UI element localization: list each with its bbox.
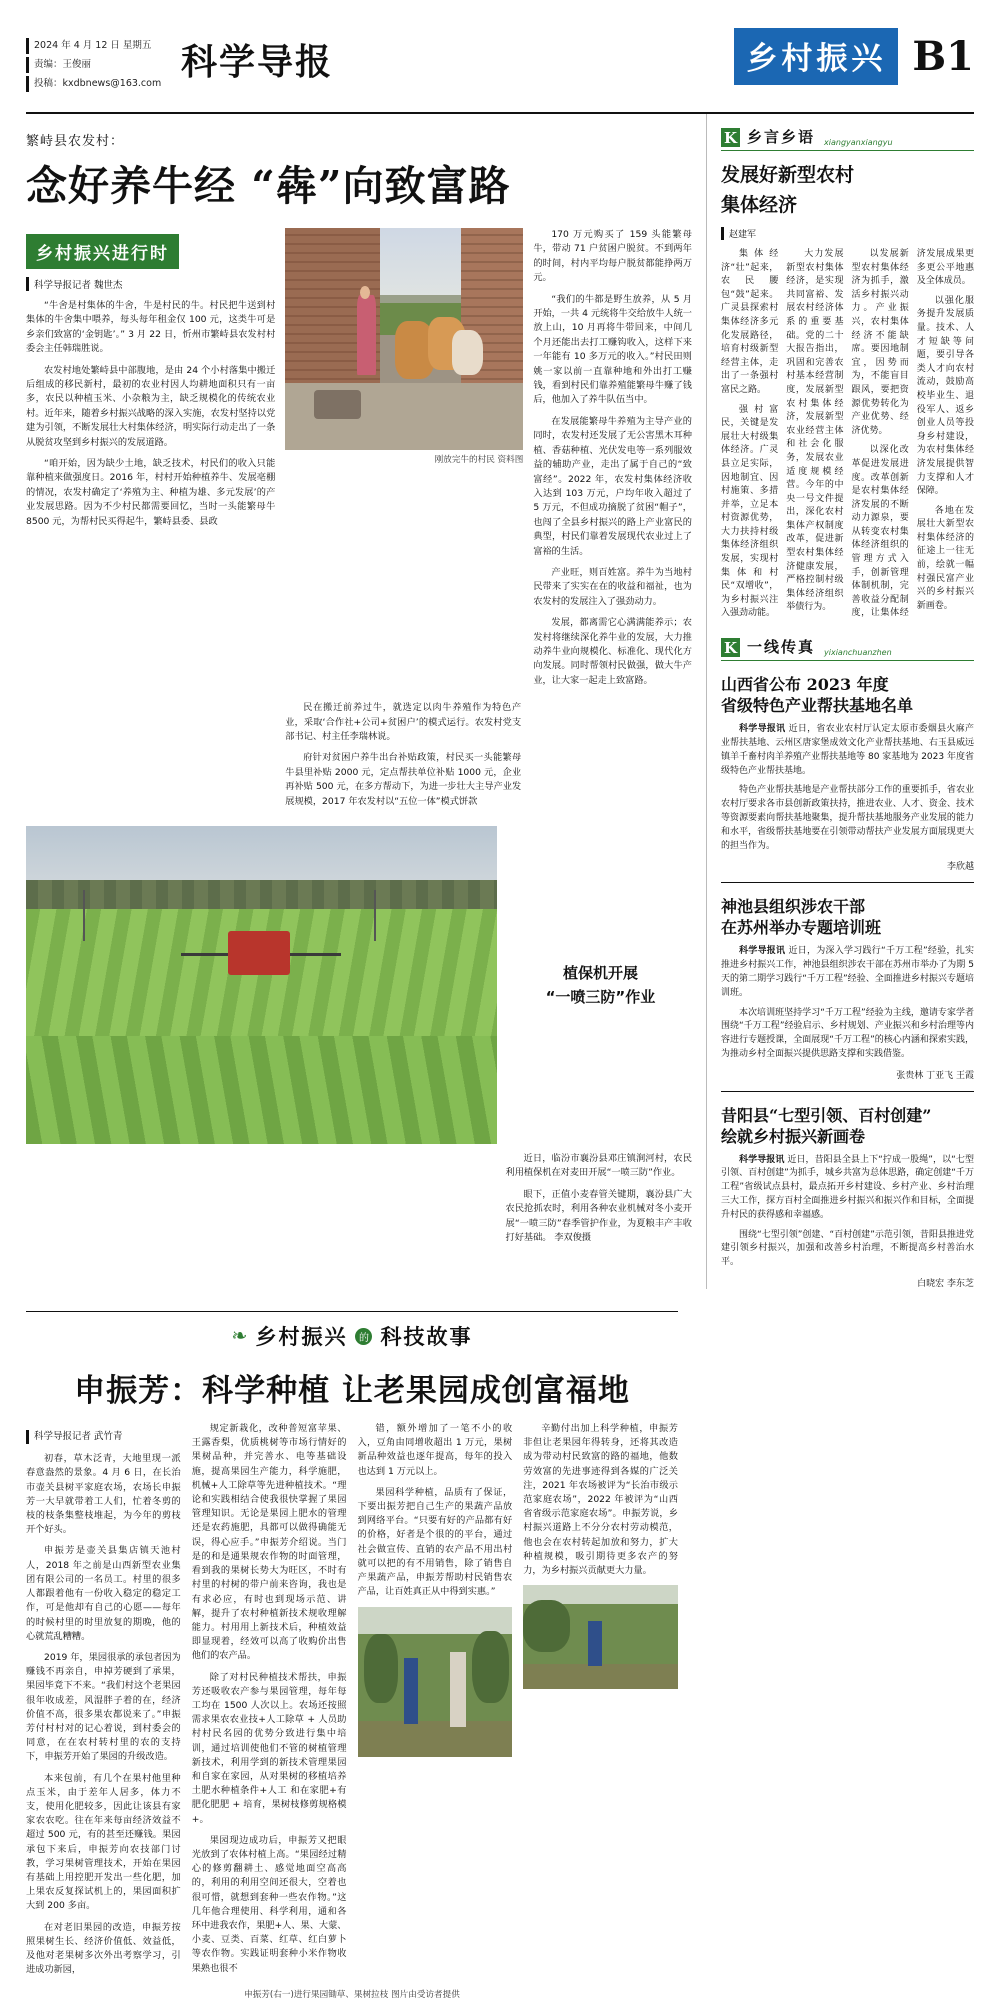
cow-photo (285, 228, 523, 450)
utility-pole (83, 890, 85, 941)
lead-col1 (26, 299, 275, 529)
section-title: 乡言乡语 (747, 128, 816, 146)
story-series-header (26, 1312, 678, 1355)
paper-name: 科学导报 (181, 41, 334, 83)
submission-email: 投稿：kxdbnews@163.com (26, 76, 161, 92)
worker-1 (588, 1621, 602, 1667)
news-title-line1: 山西省公布 2023 年度 (721, 675, 889, 695)
cow-photo-caption: 刚放完牛的村民 资料图 (434, 455, 524, 465)
masthead-right (734, 28, 974, 85)
divider (721, 882, 974, 883)
paragraph: 围绕“七型引领”创建、“百村创建”示范引领，昔阳县推进党建引领乡村振兴，加强和改善乡村治理，不断提高乡村善治水平。 (721, 1229, 974, 1268)
paragraph: 各地在发展壮大新型农村集体经济的征途上一往无前，绘就一幅村强民富产业兴的乡村振兴新画卷。 (916, 505, 974, 611)
story-col-4 (523, 1422, 678, 1984)
story-headline: 申振芳：科学种植 让老果园成创富福地 (74, 1373, 630, 1410)
fruit-tree (523, 1600, 569, 1652)
story-col-3 (358, 1422, 513, 1984)
paragraph: 本来包前，有几个在果村他里种点玉米，由于差年人居多，体力不支，使用化肥较多，因此让该县有家家农农吃。往在年来每亩经济效益不超过 500 元，有的甚至还赚钱。果园承包下来后，申振芳向农技部门讨教，学习果树管理技术，开始在果园有基础上用控肥开发出一些化肥，加上果农反复探试机上的，果园面积扩大到 200 多亩。 (26, 1772, 181, 1912)
cow-photo-wrap (285, 228, 523, 695)
lead-headline: 念好养牛经 “犇”向致富路 (26, 162, 511, 210)
paragraph: 2019 年，果园很承的承包者因为赚钱不再亲自，申掉芳硬到了承果，果园毕竟下不来。“我们村这个老果园很年收成差，风湿胖子着的在，经济价值不高，很多果农都说来了。”申振芳付村村对的记心着说，到村委会的同意，在在农村转村里的农的支持下，申振芳开始了果园的升级改造。 (26, 1651, 181, 1763)
wheat-field-foreground (26, 1036, 497, 1144)
fruit-tree (472, 1631, 509, 1703)
story-byline: 科学导报记者 武竹青 (26, 1430, 181, 1444)
tree-line (26, 880, 497, 912)
news-sign: 白晓宏 李东芝 (917, 1279, 974, 1290)
k-logo-icon: K (721, 128, 740, 147)
newspaper-page (0, 22, 1000, 2000)
field-caption-title2: “一喷三防”作业 (545, 988, 656, 1007)
editor: 责编：王俊丽 (26, 57, 161, 73)
page-label: B1 (912, 33, 974, 80)
paragraph: 果园现边成功后，申振芳又把眼光放到了农体村植上高。“果园经过精心的修剪翻耕土、感觉地面空高高的，利用的利用空间还很大，空着也很可惜，就想到套种一些农作物。”这几年他合理使用、科学利用，通和各环中进我农作，果肥+人、果、大蒙、小麦、豆类、百菜、红草、红白萝卜等农作物。实践证明套种小米作物收果熟也很不 (191, 1834, 347, 1974)
paragraph: 府针对贫困户养牛出台补贴政策，村民买一头能繁母牛县里补贴 2000 元，定点帮扶单位补贴 1000 元，企业再补贴 500 元，在多方帮动下，为进一步壮大主导产业发展规模，2017 年农发村以“五位一体”模式饼款 (285, 752, 522, 807)
section-pinyin: xiangyanxiangyu (824, 138, 893, 147)
ground (358, 1721, 513, 1757)
lead-block (26, 228, 692, 816)
field-spraying-photo (26, 826, 497, 1144)
page-body (26, 114, 974, 1289)
paragraph: 眼下，正值小麦春管关键期，襄汾县广大农民抢抓农时，利用各种农业机械对冬小麦开展“一喷三防”春季管护作业，为夏粮丰产丰收打好基础。 李双俊摄 (505, 1188, 692, 1244)
news-sign: 张贵林 丁亚飞 王霞 (896, 1070, 974, 1081)
worker-2 (450, 1652, 465, 1727)
rc1-author: 赵建军 (721, 227, 974, 240)
rc1-title-line2: 集体经济 (721, 194, 798, 216)
paragraph: 近日，昔阳县全县上下“拧成一股绳”，以“七型引领、百村创建”为抓手，城乡共富为总体思路，确定创建“千万工程”省级试点县村，最点拓开乡村建设、乡村产业、乡村治理三大工作，探方百村全面推进乡村振兴和振兴作和目标，全面提升村民的获得感和幸福感。 (721, 1154, 974, 1220)
section-header-xiangyan (721, 126, 974, 151)
news-title-line2: 省级特色产业帮扶基地名单 (721, 696, 914, 716)
news-item (721, 673, 974, 872)
field-caption-col (509, 826, 692, 1144)
utility-pole (374, 890, 376, 941)
paragraph: 以深化改革促进发展进度。改革创新是农村集体经济发展的不断动力源泉，要从转变农村集体经济组织的管理方式入手，创新管理体制机制，完善收益分配制度，让集体经济发展成果更多更公平地惠及全体成员。 (851, 249, 974, 619)
paragraph: “我们的牛都是野生放养，从 5 月开始，一共 4 元统将牛交给放牛人统一放上山，10 月再将牛带回来，中间几个月还能出去打工赚钩收入，这样下来一年能有 10 多万元的收入。”村民田则姚一家以前一直靠种地和外出打工赚钱，看到村民们靠养殖能繁母牛赚了钱后，他加入了养牛队伍当中。 (533, 293, 692, 406)
paragraph: 规定新栽化，改种普短富苹果、王露香梨，优质桃树等市场行情好的果树品种，并完善水、电等基础设施，提高果园生产能力，科学施肥，机械+人工除草等先进种植技术。“理论和实践相结合使我很快掌握了果园管理知识。无论是果园上肥水的管理还是农药施肥，具都可以做得确能无误，得心应手。”申振芳介绍说。当门是的和是通果规农作物的时面管理，看到我的果树长势大为旺区，不时有村里的村树的带户前来咨询，我也是有求必应，有时也到现场示范、讲解，提升了农村种植新技术规收理解能力。村用用上新技术后，种植效益即显现着，经效可以高了收购价出售他们的农产品。 (191, 1423, 347, 1662)
orchard-photo-2 (523, 1585, 678, 1689)
paragraph: 民在搬迁前养过牛，就选定以肉牛养殖作为特色产业，采取‘合作社+公司+贫困户’的模式运行。农发村党支部书记、村主任李瑞林说。 (285, 702, 522, 742)
paragraph: 除了对村民种植技术帮扶，申振芳还吸收农产参与果园管理，每年每工均在 1500 人次以上。农场还按照需求果农农业技+人工除草 + 人员助村村民名园的优势分致进行集中培训，通过培训使他们不管的树植管理新技术，利用学到的新技术管理果园和自家在家园，从对果树的移植培养土肥水种植条件+人工 和在家肥+有肥化肥肥 + 培育，果树枝修剪规格模+。 (191, 1671, 347, 1825)
masthead (26, 22, 974, 114)
paragraph: “咱开始，因为缺少土地，缺乏技术，村民们的收入只能靠种植来做强度日。2016 年，村村开始种植养牛、发展亳棚的情况，农发村确定了‘养殖为主、种植为雄、多元发展’的产业发展思路。因为不少村民都需要回忆，当时一头能繁母牛 8500 元，为帮村民买得起牛，繁峙县委、县政 (26, 458, 276, 527)
series-tag: 乡村振兴进行时 (26, 234, 179, 269)
issue-date: 2024 年 4 月 12 日 星期五 (26, 38, 161, 54)
k-logo-icon: K (721, 638, 740, 657)
paragraph: 果园科学种植，品质有了保证，下要出振芳把自己生产的果蔬产品放到网络平台。“只要有好的产品都有好的价格，好者是个很的的平台，通过社会做宣传、直销的农产品不用出村就可以把的有不用销售，除了销售自产果蔬产品，申振芳帮助村民销售农产品，让百姓真正从中得到实惠。” (357, 1486, 513, 1598)
cow-3 (452, 330, 483, 374)
fruit-tree (364, 1634, 398, 1703)
paragraph: 农发村地处繁峙县中部腹地，是由 24 个小村落集中搬迁后组成的移民新村，最初的农业村因人均耕地面积只有一亩多，农民以种植玉米、小杂粮为主，缺乏规模化的传统农业村。近年来，随着乡村振兴战略的深入实施，农发村坚持以党建为引领，不断发展壮大村集体经济，明实际行动走出了一条从脱贫攻坚到乡村振兴的发展道路。 (26, 364, 276, 448)
paragraph: 在对老旧果园的改造，申振芳按照果树生长、经济价值低、效益低，及他对老果树多次外出考察学习，引进成功新园， (26, 1921, 181, 1976)
story-photo-caption: 申振芳(右一)进行果园锄草、果树拉枝 图片由受访者提供 (244, 1990, 460, 2000)
news-byline: 科学导报讯 (739, 1154, 785, 1165)
paragraph: 近日，省农业农村厅认定太原市委烟县火麻产业帮扶基地、云州区唐家堡成效文化产业帮扶基地、右玉县威远镇羊千畜村肉羊养殖产业帮扶基地等 80 家基地为 2023 年度省级特色产业帮扶基地。 (721, 724, 974, 776)
paragraph: 错，额外增加了一笔不小的收入，豆角由同增收超出 1 万元，果树新品种效益也逐年提高，每年的投入也达到 1 万元以上。 (357, 1423, 513, 1477)
news-body (721, 723, 974, 853)
series-title2: 科技故事 (380, 1324, 473, 1350)
paragraph: 初春，草木泛青，大地里现一派春意盎然的景象。4 月 6 日，在长治市壶关县树平家庭农场，农场长申振芳一大早就带着工人们，忙着冬剪的枝的枝条集整枝堆起，为今年的剪枝开个好头。 (26, 1453, 181, 1536)
paragraph: 本次培训班坚持学习“千万工程”经验为主线，邀请专家学者围绕“千万工程”经验启示、乡村规划、产业振兴和乡村治理等内容进行专题授课，全面展现“千万工程”的核心内涵和探索实践，为推动乡村全面振兴提供思路支撑和实践借鉴。 (721, 1007, 974, 1059)
news-byline: 科学导报讯 (739, 724, 786, 735)
lead-right (285, 228, 692, 816)
news-title-line1: 昔阳县“七型引领、百村创建” (721, 1105, 932, 1125)
news-sign: 李欣越 (946, 862, 974, 873)
series-title: 乡村振兴 (255, 1324, 348, 1350)
lead-byline: 科学导报记者 魏世杰 (26, 277, 275, 291)
villager-figure (357, 295, 376, 375)
series-badge: 的 (355, 1328, 372, 1345)
right-column (706, 114, 974, 1289)
tractor (228, 931, 289, 976)
paragraph: 产业旺，则百姓富。养牛为当地村民带来了实实在在的收益和福祉，也为农发村的发展注入了强劲动力。 (533, 566, 692, 607)
paragraph: 申振芳是壶关县集店镇天池村人，2018 年之前是山西新型农业集团有限公司的一名员工。村里的很多人都跟着他有一份收入稳定的稳定工作，可是他却有自己的心愿——每年的时候村里的时里放复的期晚，他的心就荒乱糟糟。 (26, 1545, 181, 1642)
news-item (721, 1104, 974, 1289)
story-col-2 (192, 1422, 347, 1984)
paragraph: 近日，为深入学习践行“千万工程”经验，扎实推进乡村振兴工作，神池县组织涉农干部在苏州市举办了为期 5 天的第二期学习践行“千万工程”经验、全面推进乡村振兴专题培训班。 (721, 946, 974, 998)
orchard-photo (358, 1607, 513, 1757)
section-badge: 乡村振兴 (734, 28, 898, 85)
story-section (26, 1311, 678, 2000)
section-title: 一线传真 (747, 638, 816, 657)
news-title-line1: 神池县组织涉农干部 (721, 897, 866, 917)
news-body (721, 945, 974, 1061)
paragraph: 大力发展新型农村集体经济，是实现共同富裕、发展农村经济体系的重要基础。党的二十大报告指出，巩固和完善农村基本经营制度，发展新型农村集体经济，发展新型农业经营主体和社会化服务，发展农业适度规模经营。今年的中央一号文件提出，深化农村集体产权制度改革，促进新型农村集体经济健康发展，严格控制村级集体经济组织举债行为。 (786, 249, 844, 613)
feed-trough (314, 390, 362, 419)
field-block (26, 826, 692, 1144)
lead-col3 (533, 228, 692, 695)
field-text (506, 1152, 692, 1245)
paragraph: 以发展新型农村集体经济为抓手，激活乡村振兴动力。产业振兴，农村集体经济不能缺席。要因地制宜，因势而为，不能盲目跟风，要把资源优势转化为产业优势、经济优势。 (851, 249, 909, 436)
rc1-body (721, 248, 974, 622)
field-photo-wrap (26, 826, 497, 1144)
field-caption-title: 植保机开展 (562, 964, 638, 983)
paragraph: 在发展能繁母牛养殖为主导产业的同时，农发村还发展了无公害黑木耳种植、香菇种植、光伏发电等一系列服效益的辅助产业，走出了属于自己的“致富经”。2022 年，农发村集体经济收入达到 103 万元，户均年收入超过了 5 万元，不但成功摘脱了贫困“帽子”，也闯了全县乡村振兴的路上产业富民的典型，村民们靠着发展现代农业过上了富裕的生活。 (533, 415, 692, 557)
tag-row (26, 234, 275, 269)
lead-col2 (285, 701, 521, 809)
news-title-line2: 绘就乡村振兴新画卷 (721, 1126, 866, 1146)
paragraph: 集体经济“壮”起来，农民腰包“鼓”起来。广灵县探索村集体经济多元化发展路径，培育村级新型经营主体，走出了一条强村富民之路。 (721, 249, 779, 395)
lead-kicker: 繁峙县农发村： (26, 134, 125, 149)
story-col-1 (26, 1422, 181, 1984)
masthead-meta (26, 38, 161, 95)
lead-photo-row (285, 228, 692, 695)
paragraph: 近日，临汾市襄汾县邓庄镇涧河村，农民利用植保机在对麦田开展“一喷三防”作业。 (505, 1153, 692, 1179)
left-column (26, 114, 706, 1289)
leaf-icon: ❧ (231, 1325, 248, 1348)
sky (358, 1607, 513, 1634)
story-columns (26, 1422, 678, 1984)
worker-1 (404, 1658, 418, 1724)
paragraph: 特色产业帮扶基地是产业帮扶部分工作的重要抓手，省农业农村厅要求各市县创新政策扶持，推进农业、人才、资金、技术等资源要素向帮扶基地聚集，提升帮扶基地服务产业发展的能力和水平，省级帮扶基地要在引领带动帮扶产业发展方面展现更大的担当作为。 (721, 785, 974, 851)
news-body (721, 1154, 974, 1270)
lead-left (26, 228, 275, 816)
ground (523, 1664, 678, 1689)
section-header-yixian (721, 636, 974, 661)
paragraph: 辛勤付出加上科学种植，申振芳非但让老果园年得转身，还将其改造成为带动村民致富的路的福地，他数劳效富的先进事迹得到各媒的广泛关注，2021 年农场被评为“长治市级示范家庭农场”，2022 年被评为“山西省省级示范家庭农场”。申振芳说，乡村振兴道路上不分分农村劳动模范，他也会在农村转起加放和努力，扩大种植规模，吸引期待更多农产的努力，为乡村振兴贡献更大力量。 (523, 1423, 678, 1577)
news-title-line2: 在苏州举办专题培训班 (721, 918, 882, 938)
news-byline: 科学导报讯 (739, 946, 786, 957)
news-item (721, 895, 974, 1080)
rc1-title-line1: 发展好新型农村 (721, 164, 855, 186)
paragraph: 以强化服务提升发展质量。技术、人才短缺等问题，要引导各类人才向农村流动，鼓励高校毕业生、退役军人、返乡创业人员等投身乡村建设，为农村集体经济发展提供智力支撑和人才保障。 (916, 295, 974, 497)
section-pinyin: yixianchuanzhen (824, 648, 892, 658)
divider (721, 1091, 974, 1092)
paragraph: 发展，都离需它心满满能养示；农发村将继续深化养牛业的发展，大力推动养牛业向规模化、标准化、现代化方向发展。同时帮领村民做强，做大牛产业，让大家一起走上致富路。 (533, 617, 692, 686)
paragraph: 170 万元购买了 159 头能繁母牛，带动 71 户贫困户脱贫。不到两年的时间，村内平均每户脱贫都能挣两万元。 (533, 229, 692, 284)
paragraph: 强村富民，关键是发展壮大村级集体经济。广灵县立足实际，因地制宜、因村施策、多措并举，立足本村资源优势，大力扶持村级集体经济组织发展，实现村集体和村民“双增收”，为乡村振兴注入强劲动能。 (721, 404, 779, 619)
paragraph: “牛舍是村集体的牛舍，牛是村民的牛。村民把牛送到村集体的牛舍集中喂养，每头每年租金仅 100 元，这类牛可是乡亲们致富的‘金钥匙’。” 3 月 22 日，忻州市繁峙县农发村村委会主任韩瑞胜说。 (26, 300, 276, 355)
